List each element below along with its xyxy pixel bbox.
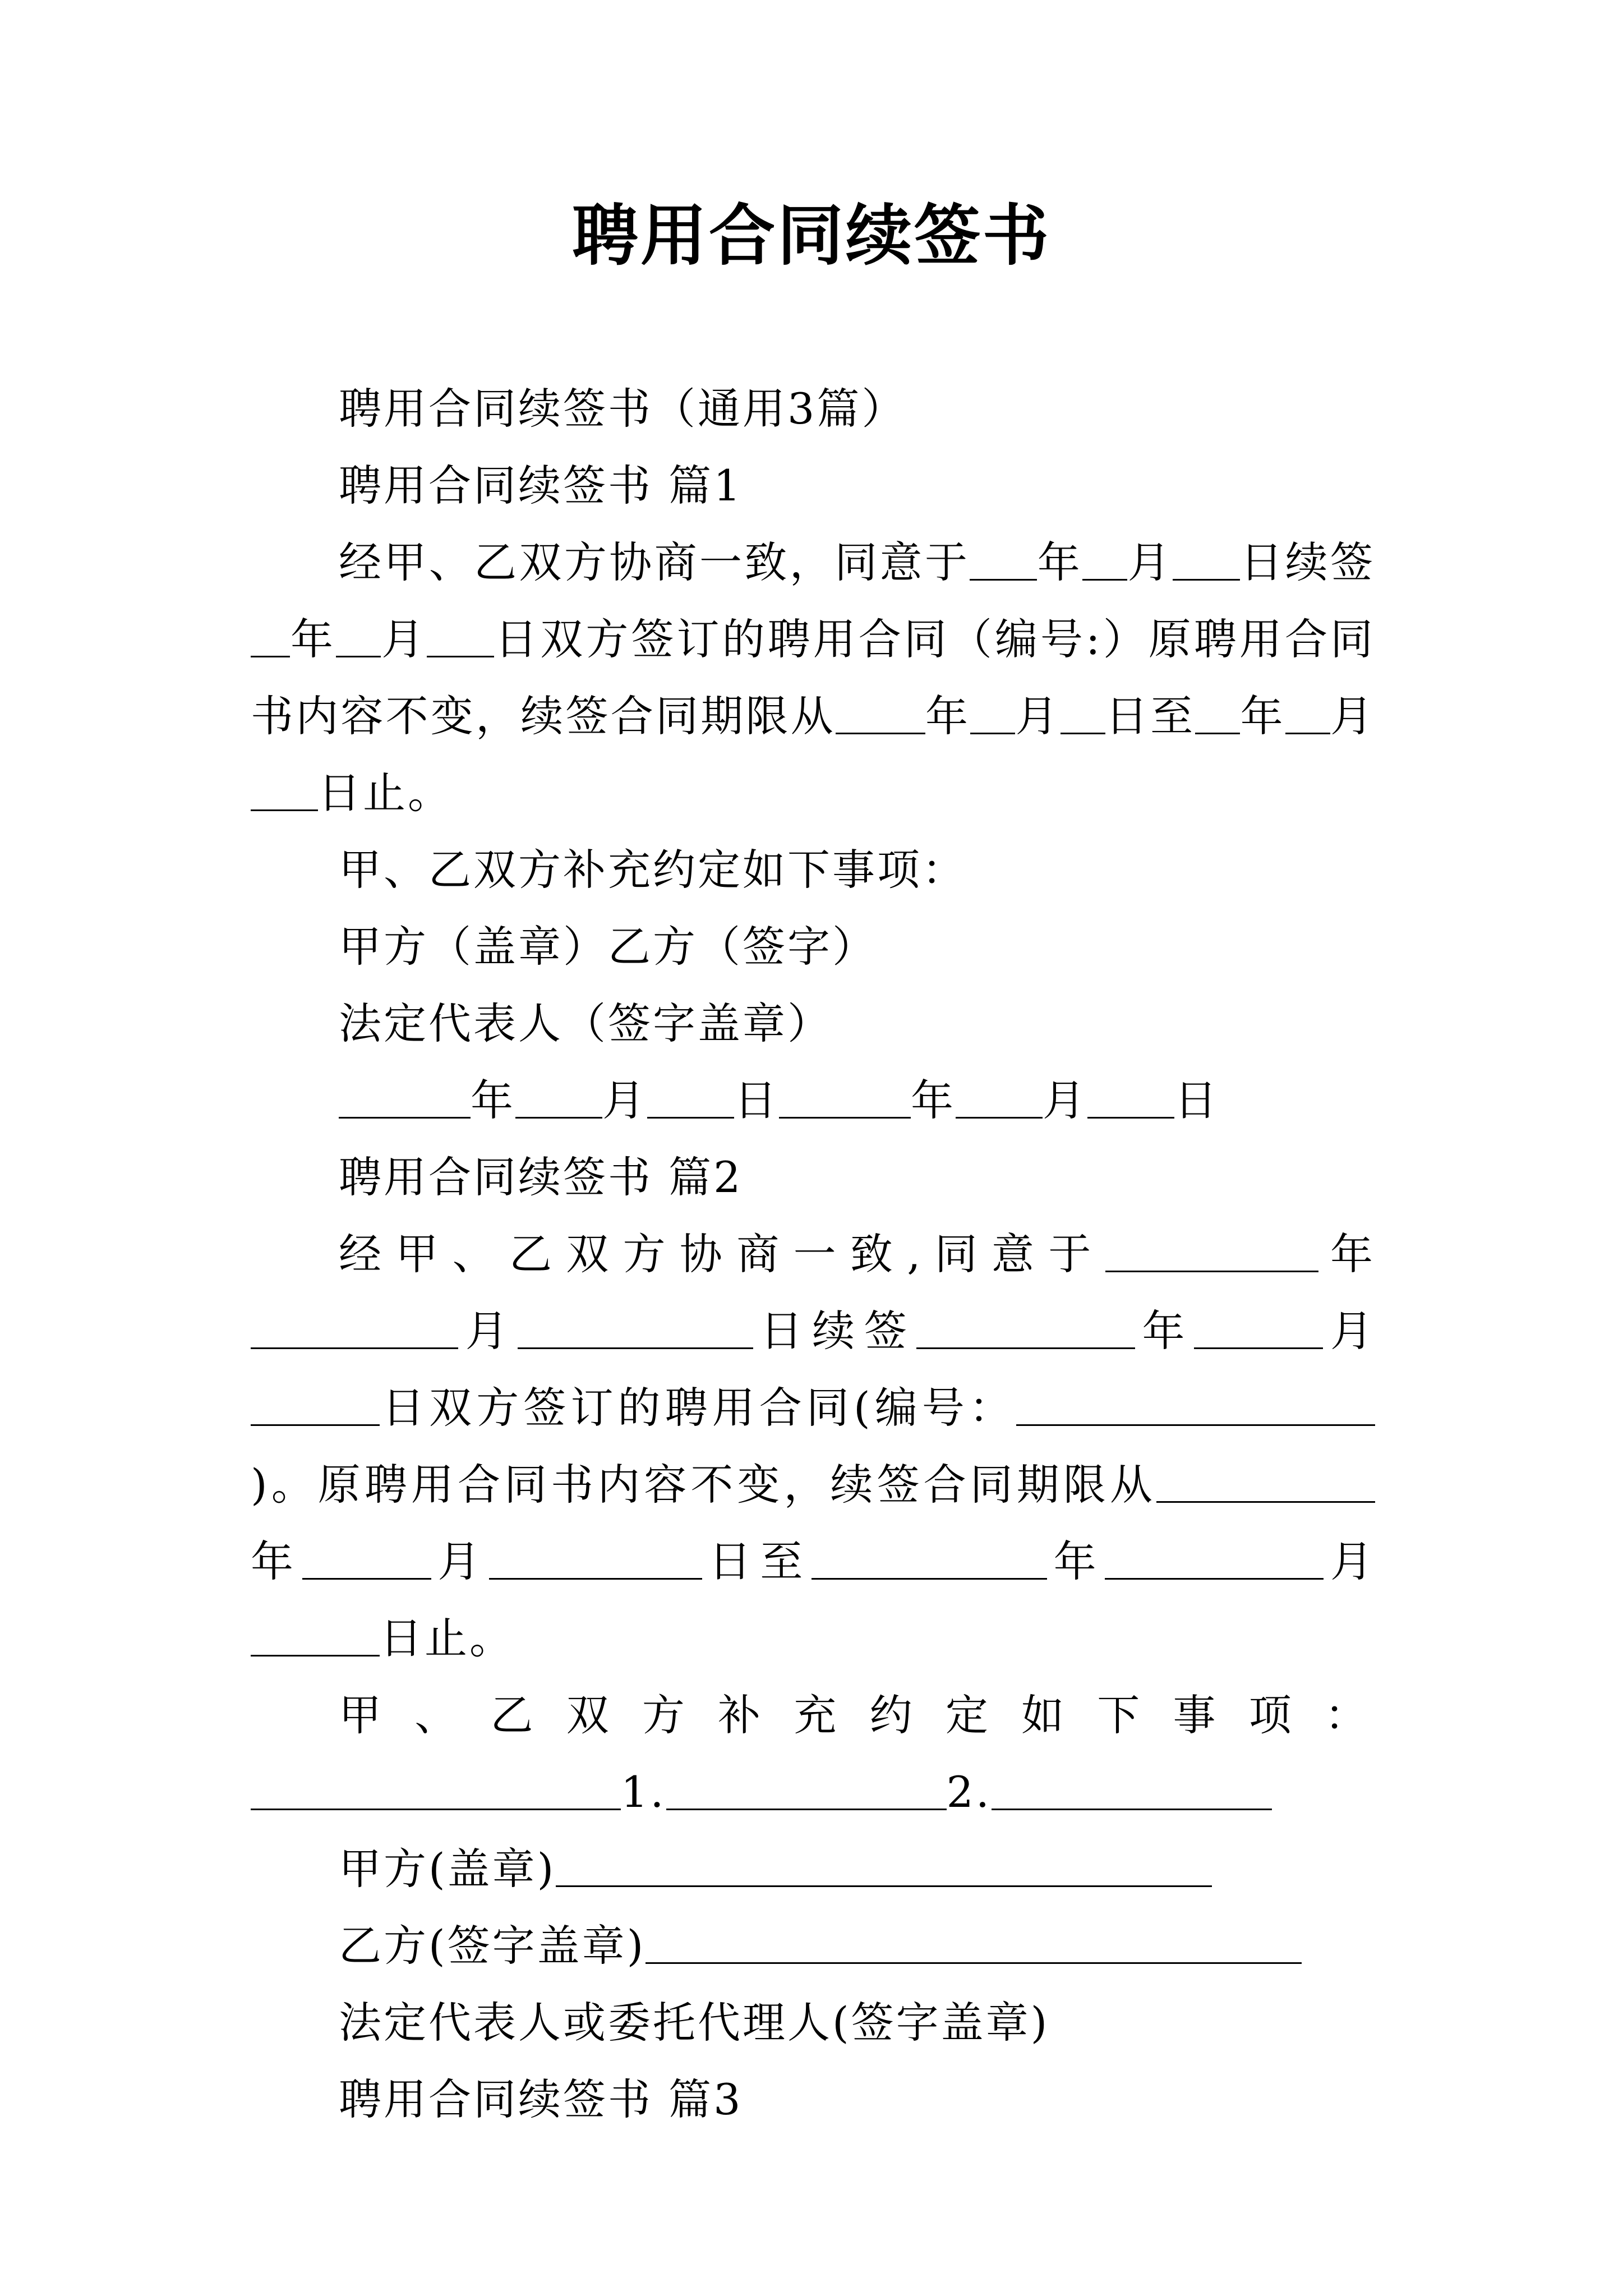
section2-representative: 法定代表人或委托代理人(签字盖章) [339,1998,1050,2047]
blank-line [1061,699,1105,734]
blank-line [970,699,1015,734]
blank-line [427,622,494,657]
blank-line [1105,1544,1324,1580]
blank-line [1156,1467,1375,1503]
blank-line [836,699,925,734]
blank-line [302,1544,431,1580]
section2-items-line: 1. 2. [251,1754,1375,1830]
blank-line [992,1775,1272,1810]
blank-line [666,1775,947,1810]
blank-line [1087,1083,1174,1119]
blank-line [556,1852,1212,1887]
blank-line [956,1083,1043,1119]
blank-line [1285,699,1330,734]
blank-line [1016,1391,1375,1426]
section2-heading: 聘用合同续签书 篇2 [339,1152,743,1202]
document-body [251,370,1375,2138]
blank-line [251,1775,621,1810]
section1-paragraph-2: 甲、乙双方补充约定如下事项： [339,845,967,895]
blank-line [251,1391,380,1426]
blank-line [811,1544,1047,1580]
blank-line [251,1314,458,1349]
section1-paragraph-3: 甲方（盖章）乙方（签字） [339,922,877,972]
section1-date-line: 年 月 日 年 月 日 [251,1062,1375,1139]
section1-heading: 聘用合同续签书 篇1 [339,461,743,510]
blank-line [518,1314,753,1349]
blank-line [339,1083,471,1119]
blank-line [1082,545,1127,581]
blank-line [916,1314,1135,1349]
section2-party-a: 甲方(盖章) [251,1830,1375,1907]
blank-line [336,622,381,657]
blank-line [1173,545,1240,581]
blank-line [251,776,318,811]
blank-line [647,1083,734,1119]
section2-paragraph-1: 经甲、乙双方协商一致,同意于 年月 日续签 年 月日双方签订的聘用合同(编号：)。原聘用合同书内容不变，续签合同期限从年 月 日至 年 月日止。 [251,1229,1376,1663]
section2-paragraph-2: 甲、乙双方补充约定如下事项： [339,1690,1375,1740]
blank-line [489,1544,702,1580]
blank-line [645,1929,1302,1964]
document-title: 聘用合同续签书 [571,196,1051,274]
blank-line [251,1621,380,1657]
blank-line [1194,1314,1323,1349]
section3-heading: 聘用合同续签书 篇3 [339,2074,743,2124]
section1-paragraph-4: 法定代表人（签字盖章） [339,999,832,1048]
section2-party-b: 乙方(签字盖章) [251,1907,1375,1984]
blank-line [779,1083,911,1119]
section1-paragraph-1: 经甲、乙双方协商一致，同意于 年 月 日续签年 月 日双方签订的聘用合同（编号:）原聘用合同书内容不变，续签合同期限从 年 月 日至 年 月日止。 [251,537,1376,818]
document-subtitle: 聘用合同续签书（通用3篇） [339,384,907,434]
blank-line [251,622,290,657]
blank-line [970,545,1037,581]
blank-line [1105,1237,1318,1272]
blank-line [1195,699,1240,734]
blank-line [515,1083,602,1119]
